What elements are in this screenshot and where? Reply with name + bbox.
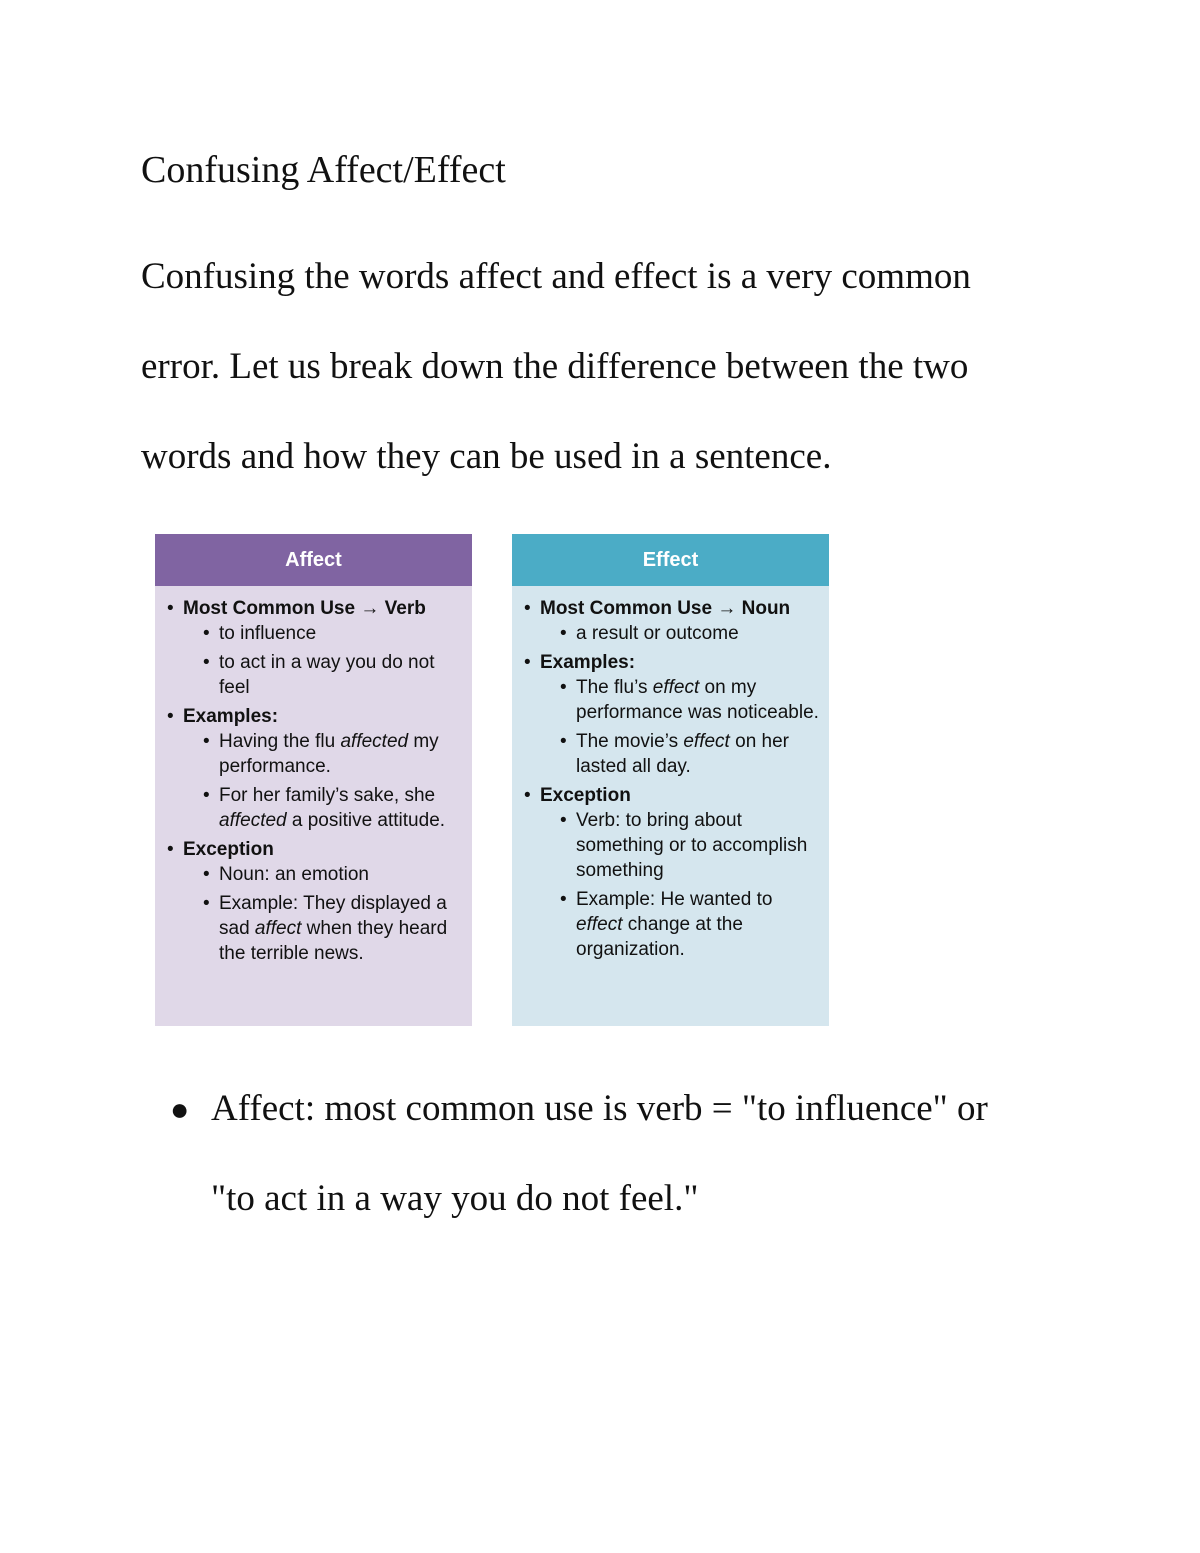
bullet-icon: • bbox=[524, 652, 531, 673]
bullet-list bbox=[170, 1064, 1070, 1244]
bullet-icon: • bbox=[560, 810, 567, 831]
affect-use-label: Most Common Use → Verb bbox=[183, 598, 426, 619]
bullet-icon: • bbox=[167, 598, 174, 619]
example-text-pre: For her family’s sake, she bbox=[219, 785, 436, 806]
effect-use bbox=[540, 621, 819, 646]
exception-def-text: Verb: to bring about something or to accomplish something bbox=[576, 810, 808, 881]
bullet-icon: • bbox=[167, 839, 174, 860]
affect-card-body bbox=[155, 586, 472, 1026]
example-text-pre: The movie’s bbox=[576, 731, 684, 752]
example-keyword: affect bbox=[254, 918, 302, 939]
affect-use-text: to act in a way you do not feel bbox=[219, 652, 435, 698]
example-keyword: effect bbox=[683, 731, 730, 752]
example-text-post: on her lasted all day. bbox=[576, 731, 789, 777]
intro-line: error. Let us break down the difference between the two bbox=[141, 346, 969, 387]
bullet-icon: • bbox=[167, 706, 174, 727]
example-keyword: affected bbox=[340, 731, 409, 752]
effect-exception-item bbox=[522, 783, 819, 962]
bullet-icon: • bbox=[203, 785, 210, 806]
bullet-line: Affect: most common use is verb = "to influence" or bbox=[211, 1088, 988, 1129]
example-text-post: change at the organization. bbox=[576, 914, 743, 960]
bullet-icon: ● bbox=[170, 1091, 190, 1127]
effect-use-item bbox=[522, 596, 819, 646]
document-title: Confusing Affect/Effect bbox=[141, 149, 506, 191]
bullet-icon: • bbox=[524, 598, 531, 619]
example-keyword: affected bbox=[219, 810, 287, 831]
bullet-item bbox=[211, 1064, 1070, 1244]
bullet-icon: • bbox=[203, 893, 210, 914]
example-text-pre: Having the flu bbox=[219, 731, 341, 752]
effect-exception-example bbox=[540, 887, 819, 962]
effect-exception-def bbox=[540, 808, 819, 883]
example-keyword: effect bbox=[576, 914, 623, 935]
effect-examples-item bbox=[522, 650, 819, 779]
bullet-icon: • bbox=[560, 889, 567, 910]
affect-examples-label: Examples: bbox=[183, 706, 279, 727]
effect-use-label: Most Common Use → Noun bbox=[540, 598, 791, 619]
bullet-icon: • bbox=[560, 731, 567, 752]
effect-example bbox=[540, 675, 819, 725]
effect-card-header: Effect bbox=[512, 534, 829, 586]
bullet-icon: • bbox=[203, 623, 210, 644]
bullet-icon: • bbox=[203, 864, 210, 885]
affect-example bbox=[183, 729, 462, 779]
affect-use bbox=[183, 621, 462, 646]
bullet-icon: • bbox=[203, 652, 210, 673]
affect-exception-label: Exception bbox=[183, 839, 274, 860]
affect-example bbox=[183, 783, 462, 833]
intro-line: Confusing the words affect and effect is a very common bbox=[141, 256, 971, 297]
effect-use-text: a result or outcome bbox=[576, 623, 739, 644]
effect-exception-label: Exception bbox=[540, 785, 631, 806]
affect-exception-def bbox=[183, 862, 462, 887]
affect-use-item bbox=[165, 596, 462, 700]
intro-line: words and how they can be used in a sentence. bbox=[141, 436, 832, 477]
bullet-icon: • bbox=[203, 731, 210, 752]
affect-use bbox=[183, 650, 462, 700]
example-text-post: when they heard the terrible news. bbox=[219, 918, 448, 964]
effect-card-body bbox=[512, 586, 829, 1026]
affect-use-text: to influence bbox=[219, 623, 317, 644]
example-text-pre: The flu’s bbox=[576, 677, 653, 698]
example-text-pre: Example: He wanted to bbox=[576, 889, 773, 910]
affect-card-header: Affect bbox=[155, 534, 472, 586]
bullet-icon: • bbox=[560, 623, 567, 644]
effect-card bbox=[512, 534, 829, 1026]
affect-exception-item bbox=[165, 837, 462, 966]
bullet-icon: • bbox=[524, 785, 531, 806]
example-text-pre: Example: They displayed a sad bbox=[219, 893, 447, 939]
bullet-icon: • bbox=[560, 677, 567, 698]
bullet-line: "to act in a way you do not feel." bbox=[211, 1178, 699, 1219]
example-text-post: a positive attitude. bbox=[286, 810, 446, 831]
example-keyword: effect bbox=[652, 677, 700, 698]
intro-paragraph bbox=[141, 232, 1041, 502]
example-text-post: my performance. bbox=[219, 731, 439, 777]
effect-example bbox=[540, 729, 819, 779]
example-text-post: on my performance was noticeable. bbox=[576, 677, 819, 723]
effect-examples-label: Examples: bbox=[540, 652, 636, 673]
affect-examples-item bbox=[165, 704, 462, 833]
affect-exception-example bbox=[183, 891, 462, 966]
exception-def-text: Noun: an emotion bbox=[219, 864, 369, 885]
affect-card bbox=[155, 534, 472, 1026]
